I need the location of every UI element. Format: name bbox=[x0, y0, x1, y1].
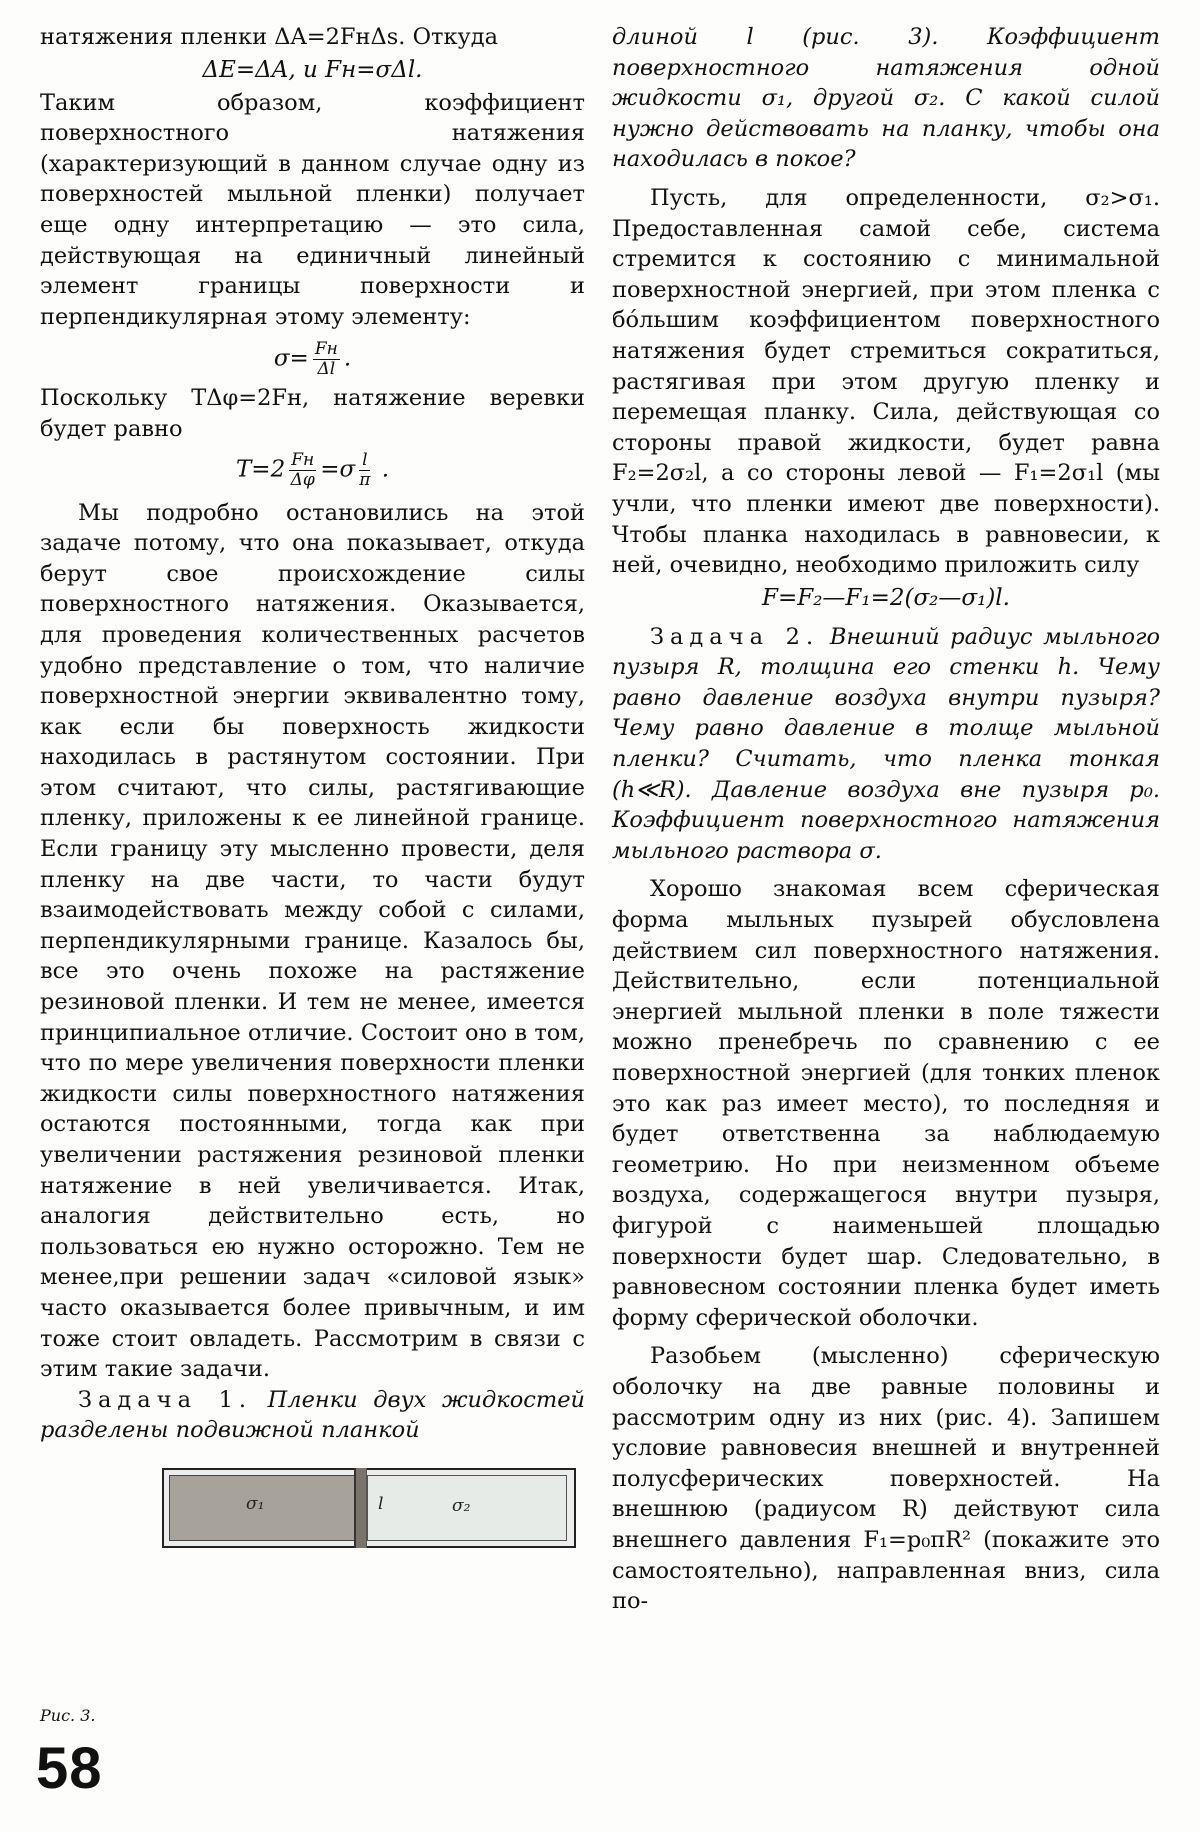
problem-2-statement bbox=[612, 622, 1160, 867]
problem-label: Задача 2. bbox=[650, 623, 820, 650]
right-column bbox=[612, 22, 1160, 1617]
formula-sigma: σ= $\frac{Fн}{\Delta l}$ . bbox=[273, 339, 352, 380]
paragraph: Мы подробно остановились на этой задаче потому, что она показывает, откуда берут свое происхождение силы поверхностного натяжения. Оказывается, для проведения количественных расчетов удобно представление о том, что наличие поверхностной энергии эквивалентно тому, как если бы поверхность жидкости находилась в растянутом состоянии. При этом считают, что силы, растягивающие пленку, приложены к ее линейной границе. Если границу эту мысленно провести, деля пленку на две части, то части будут взаимодействовать между собой с силами, перпендикулярными границе. Казалось бы, все это очень похоже на растяжение резиновой пленки. И тем не менее, имеется принципиальное отличие. Состоит оно в том, что по мере увеличения поверхности пленки жидкости силы поверхностного натяжения остаются постоянными, тогда как при увеличении растяжения резиновой пленки натяжение в ней увеличивается. Итак, аналогия действительно есть, но пользоваться ею нужно осторожно. Тем не менее,при решении задач «силовой язык» часто оказывается более привычным, и им тоже стоит овладеть. Рассмотрим в связи с этим такие задачи. bbox=[40, 499, 585, 1383]
problem-label: Задача 1. bbox=[78, 1386, 253, 1413]
length-label: l bbox=[378, 1493, 384, 1514]
formula: ΔE=ΔA, и Fн=σΔl. bbox=[202, 56, 423, 83]
page-number: 58 bbox=[36, 1736, 103, 1801]
fraction-numerator: Fн bbox=[291, 449, 315, 470]
paragraph: Поскольку TΔφ=2Fн, натяжение веревки будет равно bbox=[40, 385, 585, 442]
problem-text: Пленки двух жидкостей разделены подвижной планкой bbox=[40, 1386, 585, 1444]
fraction-denominator: π bbox=[359, 469, 371, 490]
fraction-numerator: l bbox=[359, 451, 370, 471]
movable-bar bbox=[354, 1468, 367, 1548]
paragraph: Пусть, для определенности, σ₂>σ₁. Предоставленная самой себе, система стремится к состоянию с минимальной поверхностной энергией, при этом пленка с бóльшим коэффициентом поверхностного натяжения будет стремиться сократиться, растягивая при этом другую пленку и перемещая планку. Сила, действующая со стороны правой жидкости, будет равна F₂=2σ₂l, а со стороны левой — F₁=2σ₁l (мы учли, что пленки имеют две поверхности). Чтобы планка находилась в равновесии, к ней, очевидно, необходимо приложить силу bbox=[612, 184, 1160, 579]
fraction-denominator: Δφ bbox=[290, 469, 315, 490]
paragraph: натяжения пленки ΔA=2FнΔs. Откуда bbox=[40, 24, 499, 50]
paragraph: Разобьем (мысленно) сферическую оболочку на две равные половины и рассмотрим одну из них (рис. 4). Запишем условие равновесия внешней и внутренней полусферических поверхностей. На внешнюю (радиусом R) действуют сила внешнего давления F₁=p₀πR² (покажите это самостоятельно), направленная вниз, сила по- bbox=[612, 1343, 1160, 1615]
problem-text: Внешний радиус мыльного пузыря R, толщина его стенки h. Чему равно давление воздуха внутри пузыря? Чему равно давление в толще мыльной пленки? Считать, что пленка тонкая (h≪R). Давление воздуха вне пузыря p₀. Коэффициент поверхностного натяжения мыльного раствора σ. bbox=[612, 623, 1160, 864]
formula-lhs: T=2 bbox=[235, 456, 286, 483]
fraction-numerator: Fн bbox=[314, 339, 338, 360]
formula: F=F₂—F₁=2(σ₂—σ₁)l. bbox=[762, 584, 1010, 611]
fraction bbox=[289, 451, 316, 490]
paragraph: Таким образом, коэффициент поверхностного натяжения (характеризующий в данном случае одну из поверхностей мыльной пленки) получает еще одну интерпретацию — это сила, действующая на единичный линейный элемент границы поверхности и перпендикулярная этому элементу: bbox=[40, 89, 585, 330]
fraction-denominator: Δl bbox=[317, 359, 336, 380]
fraction bbox=[313, 340, 340, 379]
formula-lhs: σ= bbox=[273, 345, 309, 372]
problem-1-continuation: длиной l (рис. 3). Коэффициент поверхностного натяжения одной жидкости σ₁, другой σ₂. С какой силой нужно действовать на планку, чтобы она находилась в покое? bbox=[612, 24, 1160, 173]
sigma1-label: σ₁ bbox=[246, 1493, 265, 1514]
formula-tension: T=2 $\frac{Fн}{\Delta\varphi}$ =σ $\frac{l}{\pi}$ . bbox=[235, 449, 390, 490]
fraction bbox=[359, 451, 370, 490]
sigma2-label: σ₂ bbox=[452, 1495, 471, 1516]
figure-caption: Рис. 3. bbox=[40, 1706, 96, 1725]
paragraph: Хорошо знакомая всем сферическая форма мыльных пузырей обусловлена действием сил поверхностного натяжения. Действительно, если потенциальной энергией мыльной пленки в поле тяжести можно пренебречь по сравнению с ее поверхностной энергией (для тонких пленок это как раз имеет место), то последняя и будет ответственна за наблюдаемую геометрию. Но при неизменном объеме воздуха, содержащегося внутри пузыря, фигурой с наименьшей площадью поверхности будет шар. Следовательно, в равновесном состоянии пленка будет иметь форму сферической оболочки. bbox=[612, 876, 1160, 1331]
figure-3-diagram bbox=[162, 1468, 576, 1548]
formula-middle: =σ bbox=[320, 456, 356, 483]
left-column bbox=[40, 22, 585, 1548]
problem-1-statement bbox=[40, 1385, 585, 1446]
